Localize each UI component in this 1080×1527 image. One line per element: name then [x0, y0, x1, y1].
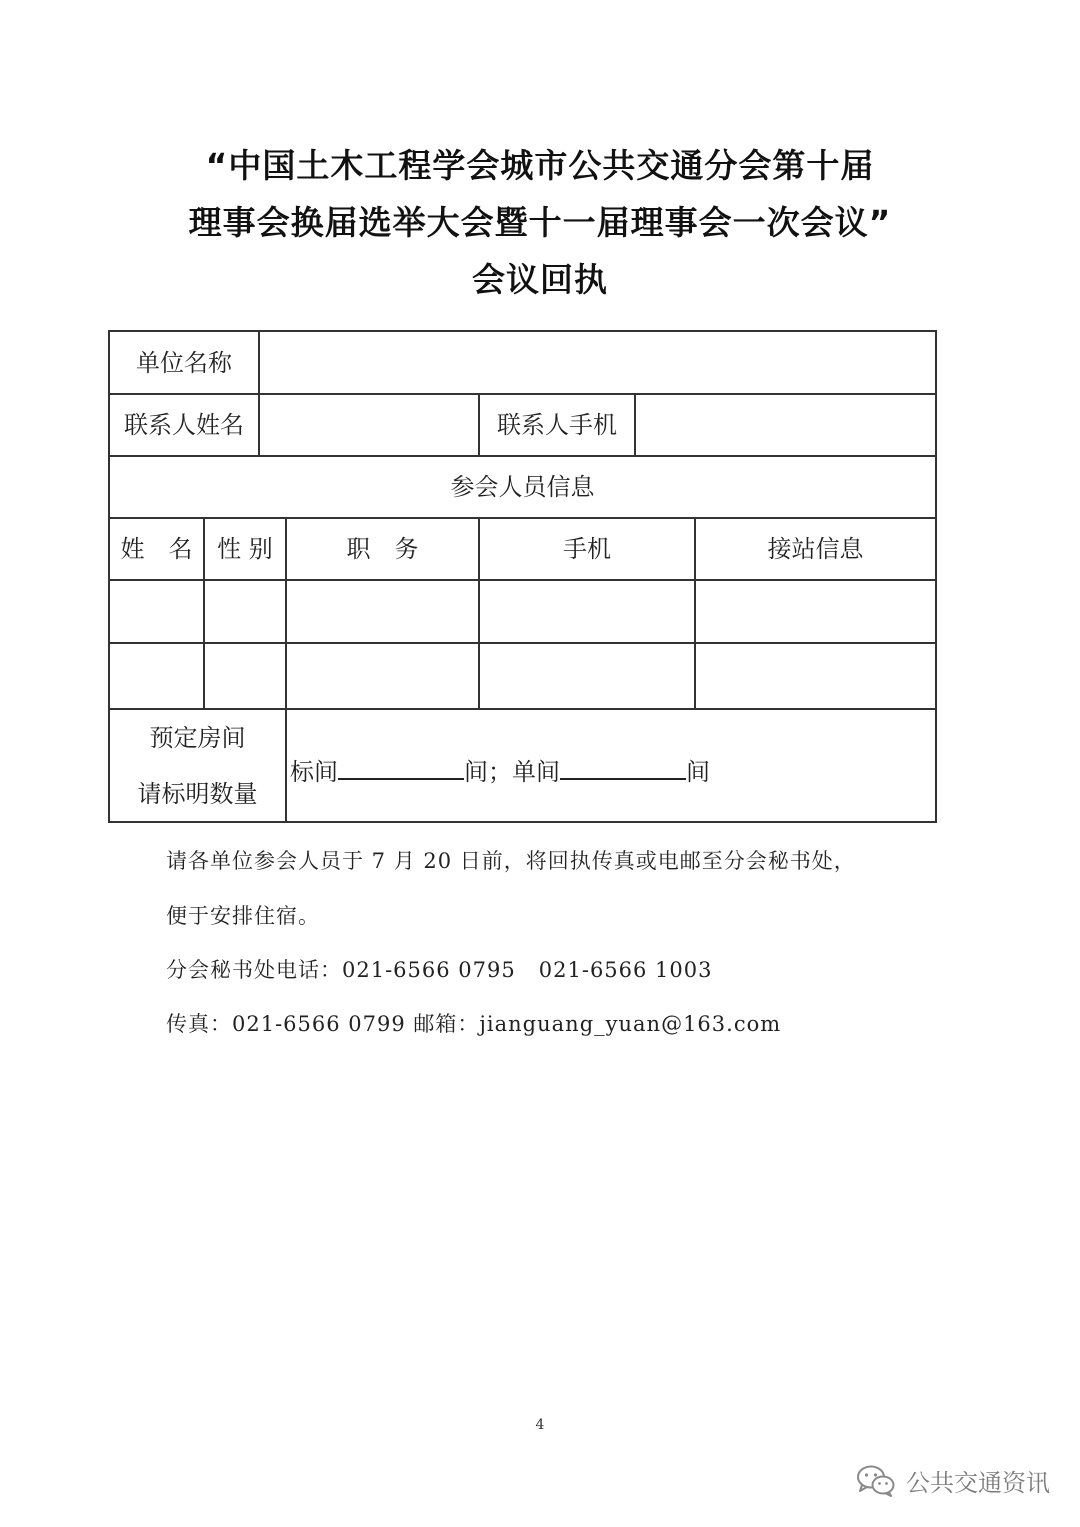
- room-label-line-1: 预定房间: [149, 724, 246, 752]
- table-cell[interactable]: [287, 644, 478, 708]
- contact-name-field[interactable]: [260, 395, 478, 455]
- table-border-bottom: [109, 821, 937, 823]
- table-rule: [109, 708, 937, 710]
- column-header-phone: 手机: [563, 535, 611, 563]
- table-cell[interactable]: [287, 581, 478, 642]
- page-number: 4: [535, 1417, 545, 1433]
- contact-phone-label: 联系人手机: [497, 411, 617, 439]
- room-label-line-2: 请标明数量: [137, 780, 258, 808]
- column-header-pickup: 接站信息: [767, 535, 864, 563]
- table-cell[interactable]: [110, 581, 203, 642]
- room-booking-line: [290, 752, 710, 787]
- title-line-1: “中国土木工程学会城市公共交通分会第十届: [205, 146, 875, 185]
- table-cell[interactable]: [110, 644, 203, 708]
- table-cell[interactable]: [480, 581, 694, 642]
- note-line-3: 分会秘书处电话：021-6566 0795 021-6566 1003: [166, 958, 713, 982]
- single-room-count-field[interactable]: [560, 756, 686, 780]
- contact-name-label: 联系人姓名: [124, 411, 244, 439]
- table-cell[interactable]: [480, 644, 694, 708]
- table-cell[interactable]: [696, 581, 935, 642]
- table-cell[interactable]: [205, 644, 285, 708]
- contact-phone-field[interactable]: [636, 395, 935, 455]
- twin-room-count-field[interactable]: [338, 756, 464, 780]
- room-twin-suffix: 间；单间: [464, 758, 560, 786]
- attendee-section-label: 参会人员信息: [450, 473, 595, 501]
- column-header-position: 职 务: [346, 535, 419, 563]
- table-cell[interactable]: [205, 581, 285, 642]
- wechat-watermark: [856, 1463, 1050, 1498]
- room-single-suffix: 间: [686, 758, 710, 786]
- unit-name-label: 单位名称: [136, 348, 232, 377]
- note-line-4: 传真：021-6566 0799 邮箱：jianguang_yuan@163.com: [166, 1012, 782, 1036]
- unit-name-field[interactable]: [260, 332, 935, 393]
- room-twin-label: 标间: [290, 758, 338, 786]
- title-line-2: 理事会换届选举大会暨十一届理事会一次会议”: [188, 203, 892, 242]
- wechat-icon: [856, 1464, 896, 1498]
- column-header-name: 姓 名: [120, 535, 193, 563]
- table-cell[interactable]: [696, 644, 935, 708]
- note-line-2: 便于安排住宿。: [166, 904, 320, 928]
- watermark-text: 公共交通资讯: [906, 1469, 1050, 1497]
- table-border-right: [935, 330, 937, 823]
- title-line-3: 会议回执: [472, 260, 608, 299]
- column-header-gender: 性 别: [217, 535, 273, 563]
- note-line-1: 请各单位参会人员于 7 月 20 日前，将回执传真或电邮至分会秘书处，: [166, 849, 856, 873]
